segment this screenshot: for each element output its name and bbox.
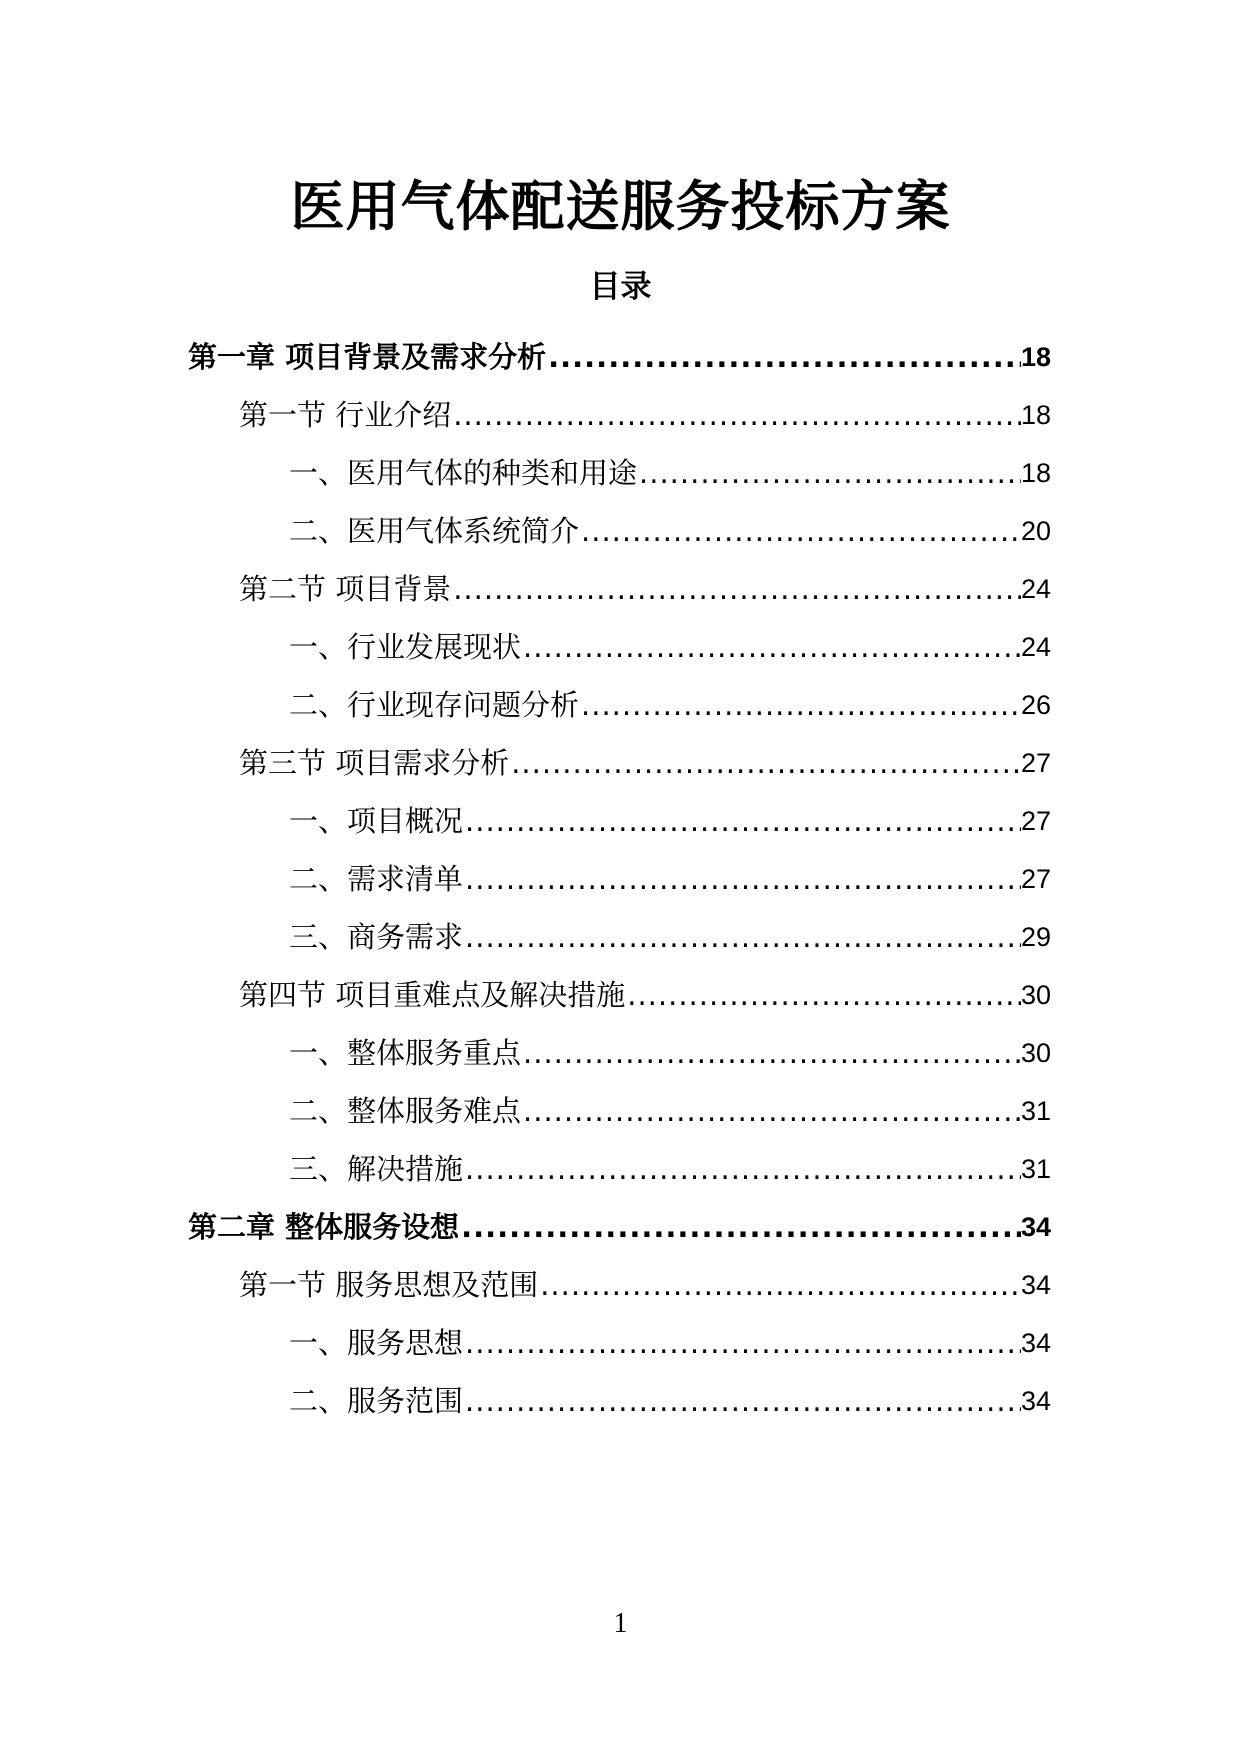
toc-entry-page: 27	[1020, 864, 1051, 894]
toc-dot-leader	[463, 801, 1021, 841]
toc-entry[interactable]	[188, 327, 1051, 377]
toc-entry-label: 第三节 项目需求分析	[239, 746, 510, 780]
toc-entry-page: 18	[1020, 400, 1051, 430]
toc-entry-label: 一、医用气体的种类和用途	[289, 456, 638, 490]
toc-entry-page: 26	[1020, 690, 1051, 720]
toc-dot-leader	[463, 859, 1021, 899]
toc-entry-page: 27	[1020, 806, 1051, 836]
toc-entry-page: 34	[1020, 1386, 1051, 1416]
toc-entry[interactable]	[289, 617, 1051, 667]
toc-entry-label: 第二章 整体服务设想	[188, 1210, 460, 1244]
toc-entry[interactable]	[239, 733, 1051, 783]
toc-dot-leader	[625, 975, 1021, 1015]
toc-heading: 目录	[589, 269, 652, 305]
toc-entry[interactable]	[289, 1371, 1051, 1421]
toc-entry-page: 31	[1020, 1096, 1051, 1126]
toc-entry-label: 第一节 服务思想及范围	[239, 1268, 539, 1302]
toc-entry-label: 一、行业发展现状	[289, 630, 522, 664]
toc-entry-page: 27	[1020, 748, 1051, 778]
toc-entry[interactable]	[239, 559, 1051, 609]
toc-dot-leader	[538, 1265, 1021, 1305]
toc-entry-page: 24	[1020, 574, 1051, 604]
toc-entry-page: 34	[1020, 1328, 1051, 1358]
toc-entry[interactable]	[289, 1081, 1051, 1131]
toc-entry[interactable]	[289, 907, 1051, 957]
toc-dot-leader	[521, 627, 1021, 667]
toc-dot-leader	[463, 917, 1021, 957]
toc-entry-page: 34	[1020, 1270, 1051, 1300]
toc-entry-label: 二、需求清单	[289, 862, 464, 896]
toc-dot-leader	[546, 337, 1021, 377]
toc-entry-page: 18	[1020, 458, 1051, 488]
toc-dot-leader	[463, 1149, 1021, 1189]
toc-entry-label: 二、行业现存问题分析	[289, 688, 580, 722]
toc-entry-page: 18	[1020, 342, 1051, 372]
toc-entry[interactable]	[289, 791, 1051, 841]
toc-entry-page: 30	[1020, 1038, 1051, 1068]
toc-entry-label: 三、解决措施	[289, 1152, 464, 1186]
toc-dot-leader	[463, 1323, 1021, 1363]
toc-entry[interactable]	[289, 849, 1051, 899]
toc-dot-leader	[521, 1033, 1021, 1073]
toc-entry-label: 二、医用气体系统简介	[289, 514, 580, 548]
toc-entry-label: 第一节 行业介绍	[239, 398, 452, 432]
toc-entry-label: 二、服务范围	[289, 1384, 464, 1418]
document-title: 医用气体配送服务投标方案	[290, 175, 951, 238]
toc-dot-leader	[637, 453, 1021, 493]
toc-dot-leader	[459, 1207, 1021, 1247]
toc-entry-label: 第二节 项目背景	[239, 572, 452, 606]
toc-entry[interactable]	[289, 501, 1051, 551]
toc-entry[interactable]	[289, 1313, 1051, 1363]
toc-entry[interactable]	[239, 385, 1051, 435]
toc-entry-page: 34	[1020, 1212, 1051, 1242]
toc-entry[interactable]	[289, 1139, 1051, 1189]
toc-entry-page: 31	[1020, 1154, 1051, 1184]
page-number: 1	[613, 1608, 628, 1639]
toc-entry-page: 30	[1020, 980, 1051, 1010]
toc-entry[interactable]	[289, 675, 1051, 725]
toc-dot-leader	[463, 1381, 1021, 1421]
toc-entry-label: 一、服务思想	[289, 1326, 464, 1360]
toc-entry-page: 20	[1020, 516, 1051, 546]
toc-entry[interactable]	[289, 443, 1051, 493]
toc-entry-label: 一、整体服务重点	[289, 1036, 522, 1070]
toc-entry[interactable]	[289, 1023, 1051, 1073]
toc-entry-page: 24	[1020, 632, 1051, 662]
toc-dot-leader	[579, 511, 1021, 551]
toc-entry-label: 第四节 项目重难点及解决措施	[239, 978, 626, 1012]
toc-dot-leader	[579, 685, 1021, 725]
toc-entry[interactable]	[188, 1197, 1051, 1247]
toc-entry-label: 第一章 项目背景及需求分析	[188, 340, 547, 374]
toc-entry[interactable]	[239, 965, 1051, 1015]
toc-entry-label: 三、商务需求	[289, 920, 464, 954]
toc-dot-leader	[509, 743, 1021, 783]
toc-dot-leader	[451, 395, 1021, 435]
toc-dot-leader	[451, 569, 1021, 609]
toc-entry-label: 二、整体服务难点	[289, 1094, 522, 1128]
toc-dot-leader	[521, 1091, 1021, 1131]
toc-entry-label: 一、项目概况	[289, 804, 464, 838]
toc-entry[interactable]	[239, 1255, 1051, 1305]
toc-entry-page: 29	[1020, 922, 1051, 952]
